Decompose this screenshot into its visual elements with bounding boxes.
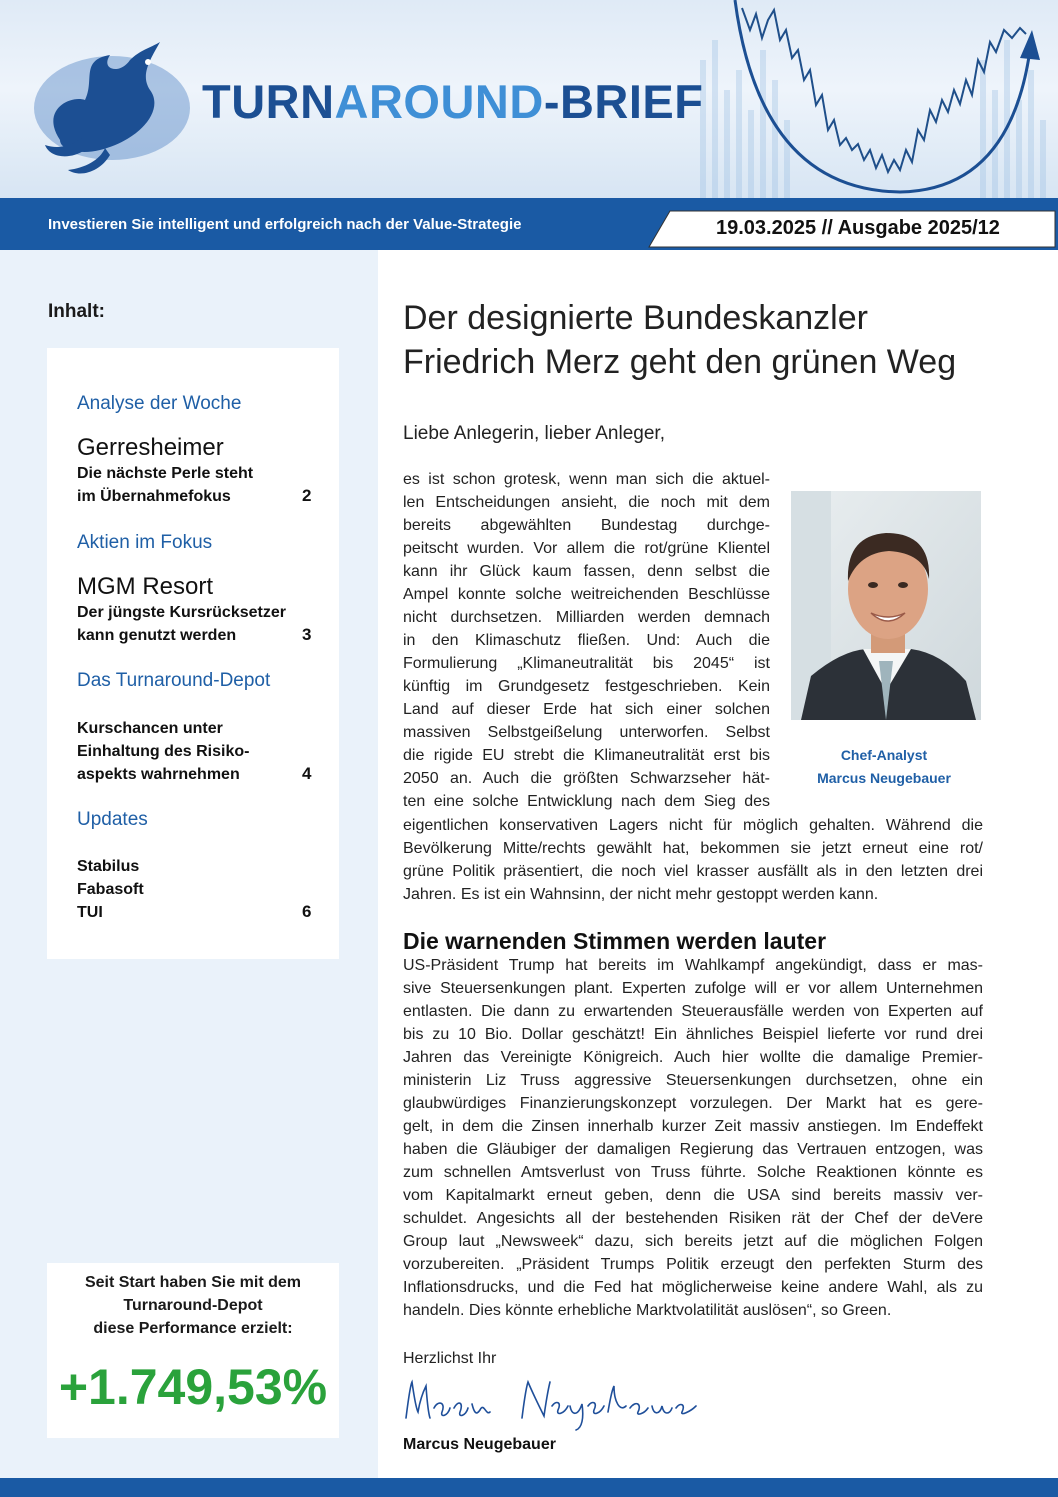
body-line: 2050 an. Auch die größten Schwarzseher hät- <box>403 770 770 787</box>
performance-value: +1.749,53% <box>58 1359 328 1415</box>
analyst-portrait-graphic <box>791 491 981 720</box>
body-line: Formulierung „Klimaneutralität bis 2045“ ist <box>403 655 770 672</box>
toc-line: Der jüngste Kursrücksetzer <box>77 604 286 621</box>
toc-line: kann genutzt werden <box>77 627 237 644</box>
body-line: die rigide EU strebt die Klimaneutralität erst bis <box>403 747 770 764</box>
body-line: nicht durchsetzen. Milliarden werden demnach <box>403 609 770 626</box>
body-line: sive Steuersenkungen plant. Experten zufolge will er vor allem Unternehmen <box>403 980 983 997</box>
body-line: handeln. Dies könnte erhebliche Marktvolatilität auslösen“, so Green. <box>403 1302 892 1319</box>
toc-page-number: 3 <box>302 625 312 644</box>
signature-graphic <box>400 1372 700 1432</box>
body-line: Inflationsdrucks, und die Fed hat möglicherweise keine andere Wahl, als zu <box>403 1279 983 1296</box>
headline-line: Der designierte Bundeskanzler <box>403 299 868 337</box>
headline-line: Friedrich Merz geht den grünen Weg <box>403 343 957 381</box>
toc-line: aspekts wahrnehmen <box>77 766 240 783</box>
toc-line: im Übernahmefokus <box>77 488 231 505</box>
toc-heading: Inhalt: <box>48 301 105 322</box>
performance-text <box>47 1271 339 1340</box>
body-line: vom Kapitalmarkt erneut geben, denn die USA sind bereits massiv ver- <box>403 1187 983 1204</box>
body-line: kann ihr Glück kaum fassen, denn selbst die <box>403 563 770 580</box>
toc-title-gerresheimer[interactable]: Gerresheimer <box>77 434 224 461</box>
body-line: peitscht wurden. Vor allem die rot/grüne Klientel <box>403 540 770 557</box>
body-line: in den Klimaschutz fließen. Und: Auch die <box>403 632 770 649</box>
toc-line: Fabasoft <box>77 881 144 898</box>
toc-page-number: 6 <box>302 902 312 921</box>
body-line: massiven Selbstgeißelung unterworfen. Selbst <box>403 724 770 741</box>
performance-line: Seit Start haben Sie mit dem <box>84 1274 302 1291</box>
body-line: künftig im Grundgesetz festgeschrieben. Kein <box>403 678 770 695</box>
masthead <box>0 0 1058 198</box>
body-line: zum schnellen Amtsverlust von Truss führte. Solche Reaktionen könnte es <box>403 1164 983 1181</box>
body-line: Bevölkerung Mitte/rechts gewählt hat, bekommen sie jetzt erneut eine rot/ <box>403 840 983 857</box>
brand-title <box>202 75 704 128</box>
closing: Herzlichst Ihr <box>403 1350 497 1367</box>
brand-part-turn: TURN <box>202 75 335 128</box>
toc-section-updates[interactable]: Updates <box>77 809 148 830</box>
body-line: bereits abgewählten Bundestag durchge- <box>403 517 770 534</box>
toc-line: Die nächste Perle steht <box>77 465 254 482</box>
section-heading: Die warnenden Stimmen werden lauter <box>403 928 827 954</box>
tagline: Investieren Sie intelligent und erfolgreich nach der Value-Strategie <box>48 216 522 233</box>
brand-part-around: AROUND <box>334 75 544 128</box>
body-line: bis zu 10 Bio. Dollar geschätzt! Ein ähnliches Beispiel lieferte vor rund drei <box>403 1026 983 1043</box>
brand-part-brief: -BRIEF <box>543 75 704 128</box>
toc-line: Einhaltung des Risiko- <box>77 743 250 760</box>
body-line: glaubwürdiges Finanzierungskonzept vorzulegen. Der Markt hat es gere- <box>403 1095 983 1112</box>
body-line: vorzubereiten. „Präsident Trumps Politik erzeugt den perfekten Sturm des <box>403 1256 983 1273</box>
body-line: US-Präsident Trump hat bereits im Wahlkampf angekündigt, dass er mas- <box>403 957 983 974</box>
toc-section-analyse[interactable]: Analyse der Woche <box>77 393 242 414</box>
body-line: Land auf dieser Erde hat sich einer solchen <box>403 701 770 718</box>
salutation: Liebe Anlegerin, lieber Anleger, <box>403 423 665 444</box>
body-line: schuldet. Angesichts all der bestehenden Risiken rät der Chef der deVere <box>403 1210 983 1227</box>
body-line: ministerin Liz Truss aggressive Steuersenkungen durchsetzen, ohne ein <box>403 1072 983 1089</box>
body-line: grüne Politik präsentiert, die noch viel krasser ausfällt als in den letzten drei <box>403 863 983 880</box>
performance-line: Turnaround-Depot <box>123 1297 263 1314</box>
body-line: Jahren. Es ist ein Wahnsinn, der nicht mehr gestoppt werden kann. <box>403 886 879 903</box>
body-line: es ist schon grotesk, wenn man sich die aktuel- <box>403 471 770 488</box>
body-line: len Entscheidungen ansieht, die noch mit dem <box>403 494 770 511</box>
toc-line: TUI <box>77 904 103 921</box>
body-line: haben die Gläubiger der damaligen Regierung das Vertrauen entzogen, was <box>403 1141 983 1158</box>
body-line: ten eine solche Entwicklung nach dem Sieg des <box>403 793 770 810</box>
body-line: Jahren das Vereinigte Königreich. Auch hier wollte die damalige Premier- <box>403 1049 983 1066</box>
toc-section-aktien[interactable]: Aktien im Fokus <box>77 532 213 553</box>
toc-page-number: 4 <box>302 764 312 783</box>
body-line: Ampel konnte solche weitreichenden Beschlüsse <box>403 586 770 603</box>
article-headline <box>403 296 956 384</box>
body-line: gelt, in dem die Zinsen innerhalb kurzer Zeit massiv anstiegen. Im Endeffekt <box>403 1118 983 1135</box>
toc-page-number: 2 <box>302 486 312 505</box>
bird-logo-icon <box>34 42 190 174</box>
analyst-photo <box>791 491 981 720</box>
body-line: entlasten. Die dann zu erwartenden Steuerausfälle werden von Experten auf <box>403 1003 983 1020</box>
toc-section-depot[interactable]: Das Turnaround-Depot <box>77 670 271 691</box>
photo-caption <box>791 744 977 790</box>
caption-name: Marcus Neugebauer <box>817 770 951 786</box>
body-line: eigentlichen konservativen Lagers nicht für möglich gehalten. Während die <box>403 817 983 834</box>
issue-date: 19.03.2025 // Ausgabe 2025/12 <box>716 217 1000 239</box>
toc-title-mgm[interactable]: MGM Resort <box>77 573 214 600</box>
toc-line: Stabilus <box>77 858 140 875</box>
signature-name: Marcus Neugebauer <box>403 1436 556 1453</box>
body-line: Group laut „Newsweek“ dazu, sich bereits jetzt auf die möglichen Folgen <box>403 1233 983 1250</box>
toc-line: Kurschancen unter <box>77 720 223 737</box>
footer-bar <box>0 1478 1058 1497</box>
caption-role: Chef-Analyst <box>840 747 928 763</box>
performance-line: diese Performance erzielt: <box>93 1320 293 1337</box>
